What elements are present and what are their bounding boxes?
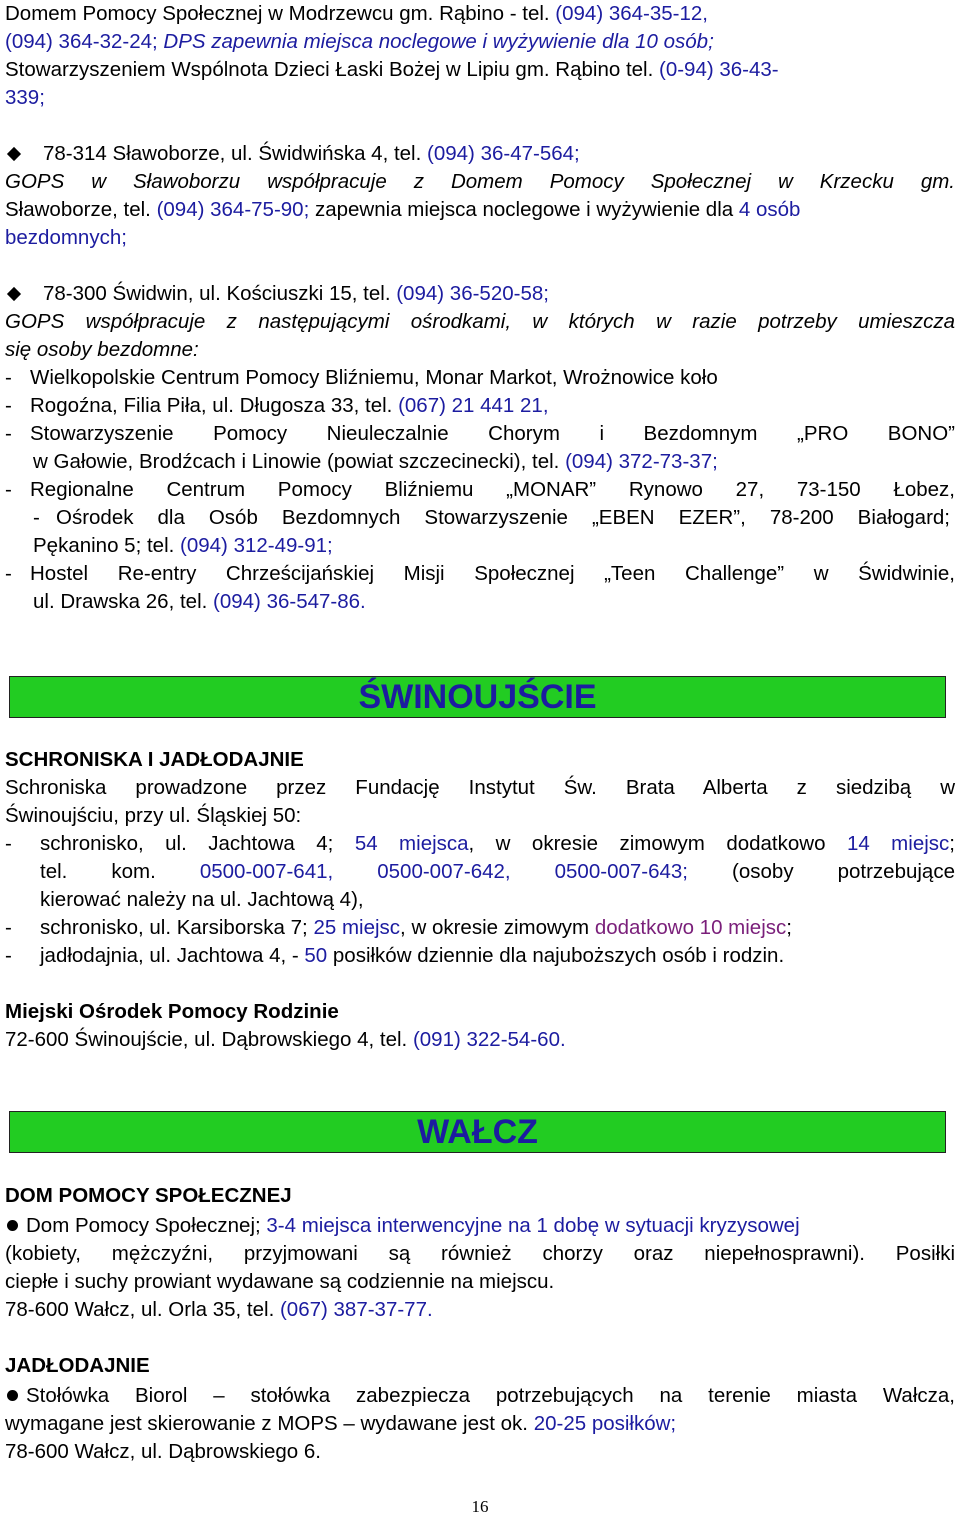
text-line: kierować należy na ul. Jachtową 4),: [40, 888, 364, 911]
list-item: - Rogoźna, Filia Piła, ul. Długosza 33, tel. (067) 21 441 21,: [5, 394, 549, 417]
section-heading: JADŁODAJNIE: [5, 1354, 150, 1377]
list-item: - Stowarzyszenie Pomocy Nieuleczalnie Chorym i Bezdomnym „PRO BONO”: [5, 422, 955, 445]
section-heading: SCHRONISKA I JADŁODAJNIE: [5, 748, 304, 771]
list-item: - Wielkopolskie Centrum Pomocy Bliźniemu, Monar Markot, Wrożnowice koło: [5, 366, 718, 389]
section-heading: DOM POMOCY SPOŁECZNEJ: [5, 1184, 292, 1207]
list-item: - jadłodajnia, ul. Jachtowa 4, - 50 posiłków dziennie dla najuboższych osób i rodzin.: [5, 944, 785, 967]
list-item: - Hostel Re-entry Chrześcijańskiej Misji Społecznej „Teen Challenge” w Świdwinie,: [5, 562, 955, 585]
text-line: GOPS w Sławoborzu współpracuje z Domem Pomocy Społecznej w Krzecku gm.: [5, 170, 955, 193]
text-line: Stowarzyszeniem Wspólnota Dzieci Łaski Bożej w Lipiu gm. Rąbino tel. (0-94) 36-43-: [5, 58, 779, 81]
bullet-item: 78-314 Sławoborze, ul. Świdwińska 4, tel. (094) 36-47-564;: [5, 140, 955, 168]
text-line: w Gałowie, Brodźcach i Linowie (powiat szczecinecki), tel. (094) 372-73-37;: [33, 450, 718, 473]
text-line: (kobiety, mężczyźni, przyjmowani są również chorzy oraz niepełnosprawni). Posiłki: [5, 1242, 955, 1265]
text-line: ul. Drawska 26, tel. (094) 36-547-86.: [33, 590, 366, 613]
text-line: GOPS współpracuje z następującymi ośrodkami, w których w razie potrzeby umieszcza: [5, 310, 955, 333]
bullet-item: 78-300 Świdwin, ul. Kościuszki 15, tel. (094) 36-520-58;: [5, 280, 955, 308]
bullet-item: Dom Pomocy Społecznej; 3-4 miejsca interwencyjne na 1 dobę w sytuacji kryzysowej: [5, 1212, 955, 1240]
text-line: ciepłe i suchy prowiant wydawane są codziennie na miejscu.: [5, 1270, 555, 1293]
section-banner-walcz: WAŁCZ: [9, 1111, 946, 1153]
text-line: 78-600 Wałcz, ul. Orla 35, tel. (067) 387-37-77.: [5, 1298, 433, 1321]
text-line: tel. kom. 0500-007-641, 0500-007-642, 0500-007-643; (osoby potrzebujące: [40, 860, 955, 883]
list-item: - schronisko, ul. Karsiborska 7; 25 miejsc, w okresie zimowym dodatkowo 10 miejsc;: [5, 916, 792, 939]
text-line: 72-600 Świnoujście, ul. Dąbrowskiego 4, tel. (091) 322-54-60.: [5, 1028, 566, 1051]
text-line: bezdomnych;: [5, 226, 127, 249]
section-banner-swinoujscie: ŚWINOUJŚCIE: [9, 676, 946, 718]
text-line: Sławoborze, tel. (094) 364-75-90; zapewnia miejsca noclegowe i wyżywienie dla 4 osób: [5, 198, 801, 221]
list-item: - schronisko, ul. Jachtowa 4; 54 miejsca, w okresie zimowym dodatkowo 14 miejsc;: [5, 832, 955, 855]
section-heading: Miejski Ośrodek Pomocy Rodzinie: [5, 1000, 339, 1023]
text-line: Domem Pomocy Społecznej w Modrzewcu gm. Rąbino - tel. (094) 364-35-12,: [5, 2, 709, 25]
text-line: się osoby bezdomne:: [5, 338, 199, 361]
text-line: (094) 364-32-24; DPS zapewnia miejsca noclegowe i wyżywienie dla 10 osób;: [5, 30, 714, 53]
diamond-bullet-icon: [7, 147, 21, 161]
text-line: wymagane jest skierowanie z MOPS – wydawane jest ok. 20-25 posiłków;: [5, 1412, 677, 1435]
page-number: 16: [471, 1497, 489, 1516]
list-item: - Regionalne Centrum Pomocy Bliźniemu „MONAR” Rynowo 27, 73-150 Łobez,: [5, 478, 955, 501]
text-line: 339;: [5, 86, 45, 109]
dot-bullet-icon: [7, 1220, 18, 1231]
text-line: 78-600 Wałcz, ul. Dąbrowskiego 6.: [5, 1440, 321, 1463]
dot-bullet-icon: [7, 1390, 18, 1401]
diamond-bullet-icon: [7, 287, 21, 301]
bullet-item: Stołówka Biorol – stołówka zabezpiecza potrzebujących na terenie miasta Wałcza,: [5, 1382, 955, 1410]
list-item: - Ośrodek dla Osób Bezdomnych Stowarzyszenie „EBEN EZER”, 78-200 Białogard;: [33, 506, 950, 529]
text-line: Świnoujściu, przy ul. Śląskiej 50:: [5, 804, 302, 827]
text-line: Schroniska prowadzone przez Fundację Instytut Św. Brata Alberta z siedzibą w: [5, 776, 955, 799]
text-line: Pękanino 5; tel. (094) 312-49-91;: [33, 534, 333, 557]
